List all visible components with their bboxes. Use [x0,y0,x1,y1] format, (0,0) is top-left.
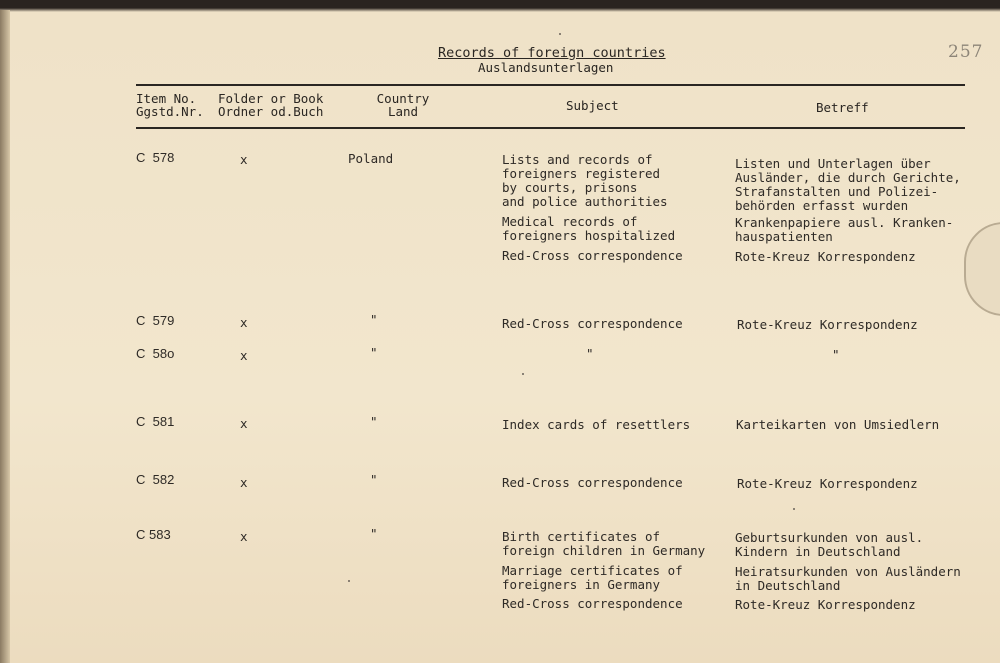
subject-text: Lists and records of foreigners registered by courts, prisons and police authorities [502,152,668,209]
country-ditto: " [370,472,378,487]
betreff-text: Rote-Kreuz Korrespondenz [737,317,918,332]
item-number: C 58o [136,346,175,361]
paper-speck [793,508,795,510]
header-bottom-rule [136,127,965,129]
column-header-country: Country Land [376,91,430,119]
subject-text: Red-Cross correspondence [502,248,683,263]
betreff-text: Listen und Unterlagen über Ausländer, die durch Gerichte, Strafanstalten und Polizei- behörden erfasst wurden [735,156,961,213]
subject-text: Medical records of foreigners hospitalized [502,214,676,243]
subject-text: Red-Cross correspondence [502,316,683,331]
page-binding-edge [0,10,10,663]
betreff-text: Rote-Kreuz Korrespondenz [735,249,916,264]
country: Poland [348,151,394,166]
column-header-subject: Subject [566,98,619,113]
subject-text: Marriage certificates of foreigners in Germany [502,563,683,592]
page-tab-edge [964,222,1000,316]
header-top-rule [136,84,965,86]
document-title: Records of foreign countries [438,45,666,61]
betreff-text: Heiratsurkunden von Ausländern in Deutschland [735,564,961,593]
document-subtitle: Auslandsunterlagen [478,60,614,75]
folder-mark: x [240,152,248,167]
country-ditto: " [370,526,378,541]
paper-speck [348,580,350,582]
betreff-text: Krankenpapiere ausl. Kranken- hauspatienten [735,215,954,244]
page-number: 257 [948,42,984,62]
item-number: C 583 [136,527,171,542]
column-header-folder: Folder or Book Ordner od.Buch [218,91,324,119]
subject-text: Index cards of resettlers [502,417,691,432]
subject-ditto: " [586,346,594,361]
item-number: C 578 [136,150,175,165]
subject-text: Red-Cross correspondence [502,475,683,490]
paper-speck [559,33,561,35]
country-ditto: " [370,345,378,360]
folder-mark: x [240,416,248,431]
folder-mark: x [240,529,248,544]
column-header-betreff: Betreff [816,100,869,115]
betreff-text: Rote-Kreuz Korrespondenz [735,597,916,612]
item-number: C 582 [136,472,175,487]
betreff-ditto: " [832,347,840,362]
item-number: C 579 [136,313,175,328]
betreff-text: Karteikarten von Umsiedlern [736,417,940,432]
country-ditto: " [370,312,378,327]
subject-text: Birth certificates of foreign children in Germany [502,529,706,558]
folder-mark: x [240,475,248,490]
folder-mark: x [240,315,248,330]
item-number: C 581 [136,414,175,429]
folder-mark: x [240,348,248,363]
betreff-text: Rote-Kreuz Korrespondenz [737,476,918,491]
paper-speck [522,373,524,375]
country-ditto: " [370,414,378,429]
subject-text: Red-Cross correspondence [502,596,683,611]
betreff-text: Geburtsurkunden von ausl. Kindern in Deutschland [735,530,924,559]
column-header-item-no: Item No. Ggstd.Nr. [136,91,204,119]
